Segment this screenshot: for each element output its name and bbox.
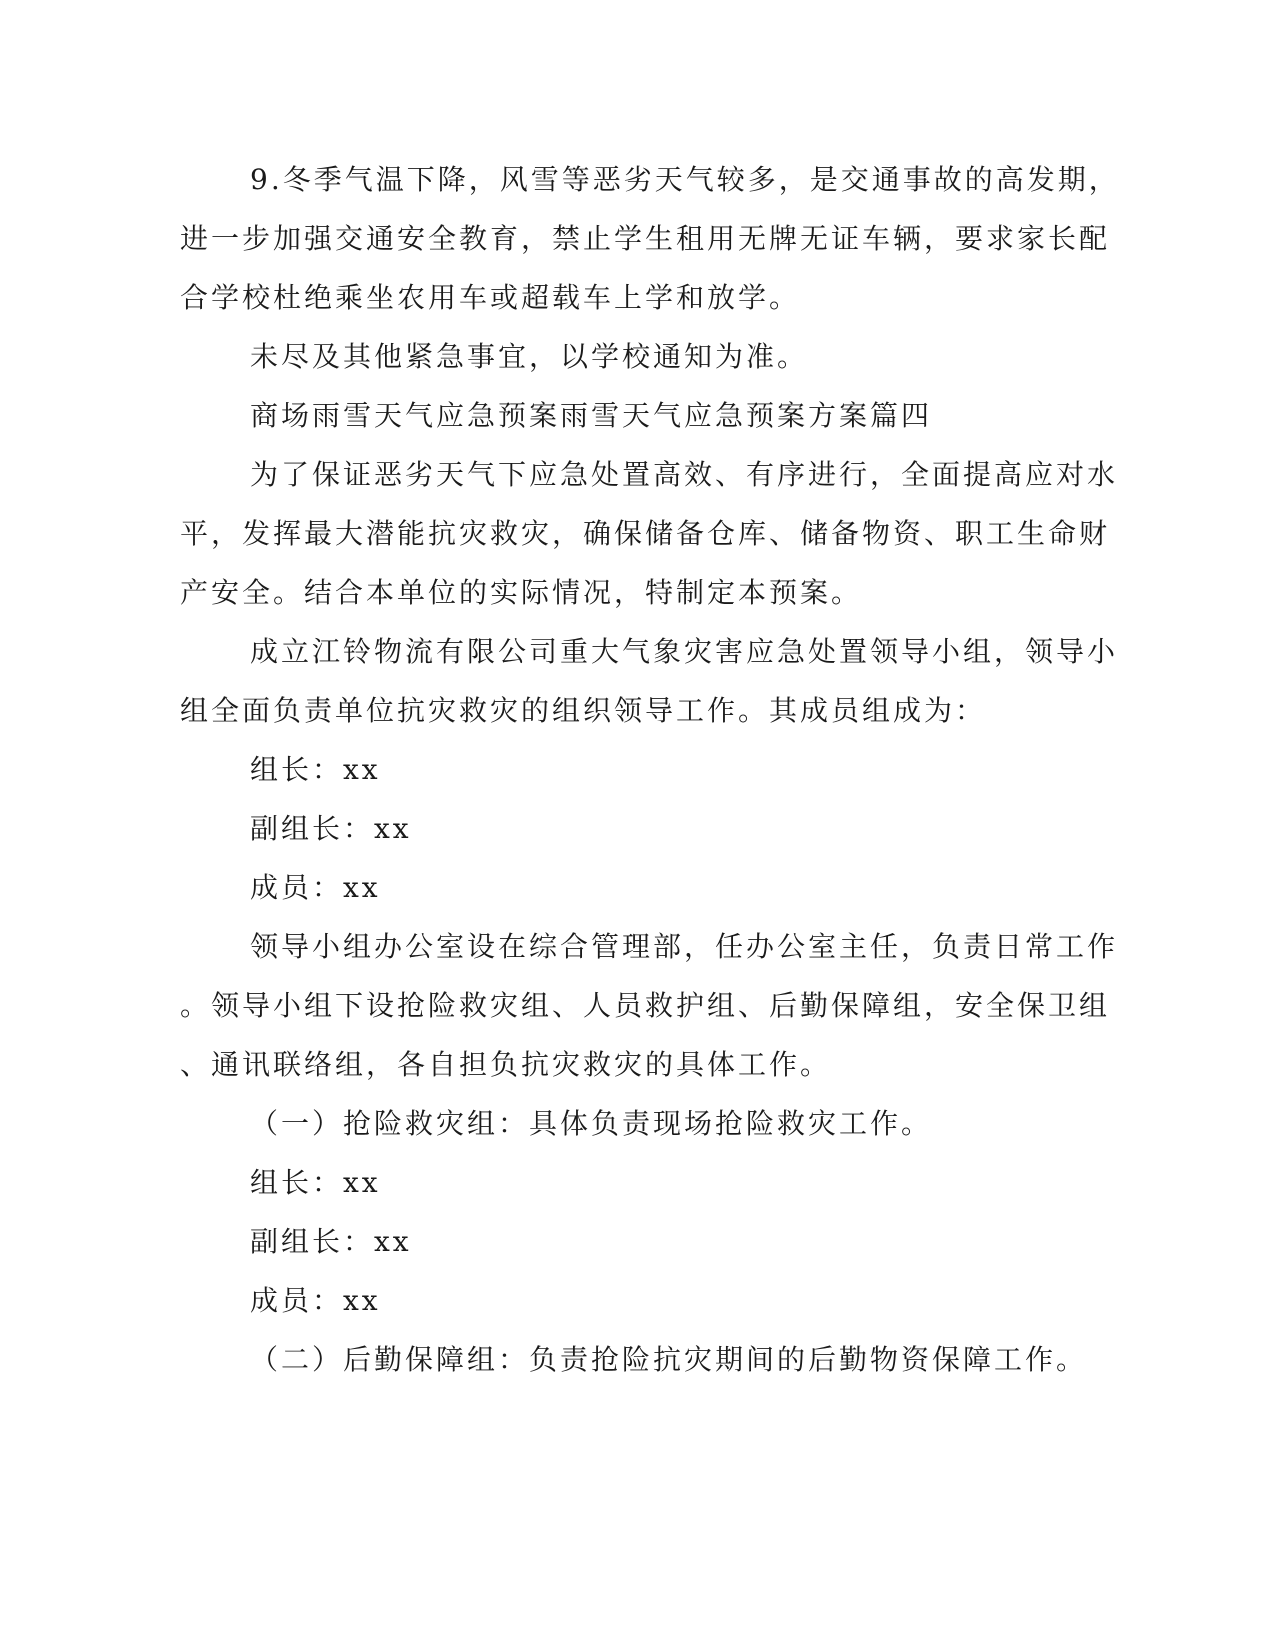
text-line: 组长：xx xyxy=(250,1166,381,1199)
text-line: 9.冬季气温下降，风雪等恶劣天气较多，是交通事故的高发期， xyxy=(250,163,1120,196)
text-line: 、通讯联络组，各自担负抗灾救灾的具体工作。 xyxy=(180,1048,832,1081)
text-line: 成员：xx xyxy=(250,1284,381,1317)
text-line: 组全面负责单位抗灾救灾的组织领导工作。其成员组成为： xyxy=(180,694,987,727)
text-line: 为了保证恶劣天气下应急处置高效、有序进行，全面提高应对水 xyxy=(250,458,1119,491)
text-line: 成员：xx xyxy=(250,871,381,904)
text-line: （二）后勤保障组：负责抢险抗灾期间的后勤物资保障工作。 xyxy=(250,1343,1088,1376)
text-line: 产安全。结合本单位的实际情况，特制定本预案。 xyxy=(180,576,863,609)
text-line: 合学校杜绝乘坐农用车或超载车上学和放学。 xyxy=(180,281,801,314)
text-line: 平，发挥最大潜能抗灾救灾，确保储备仓库、储备物资、职工生命财 xyxy=(180,517,1111,550)
text-line: 领导小组办公室设在综合管理部，任办公室主任，负责日常工作 xyxy=(250,930,1119,963)
text-line: 组长：xx xyxy=(250,753,381,786)
section-title: 商场雨雪天气应急预案雨雪天气应急预案方案篇四 xyxy=(250,399,933,432)
text-line: 副组长：xx xyxy=(250,1225,412,1258)
text-line: 副组长：xx xyxy=(250,812,412,845)
text-line: 。领导小组下设抢险救灾组、人员救护组、后勤保障组，安全保卫组 xyxy=(180,989,1111,1022)
text-line: 成立江铃物流有限公司重大气象灾害应急处置领导小组，领导小 xyxy=(250,635,1119,668)
text-line: 进一步加强交通安全教育，禁止学生租用无牌无证车辆，要求家长配 xyxy=(180,222,1111,255)
text-line: （一）抢险救灾组：具体负责现场抢险救灾工作。 xyxy=(250,1107,933,1140)
text-line: 未尽及其他紧急事宜，以学校通知为准。 xyxy=(250,340,809,373)
